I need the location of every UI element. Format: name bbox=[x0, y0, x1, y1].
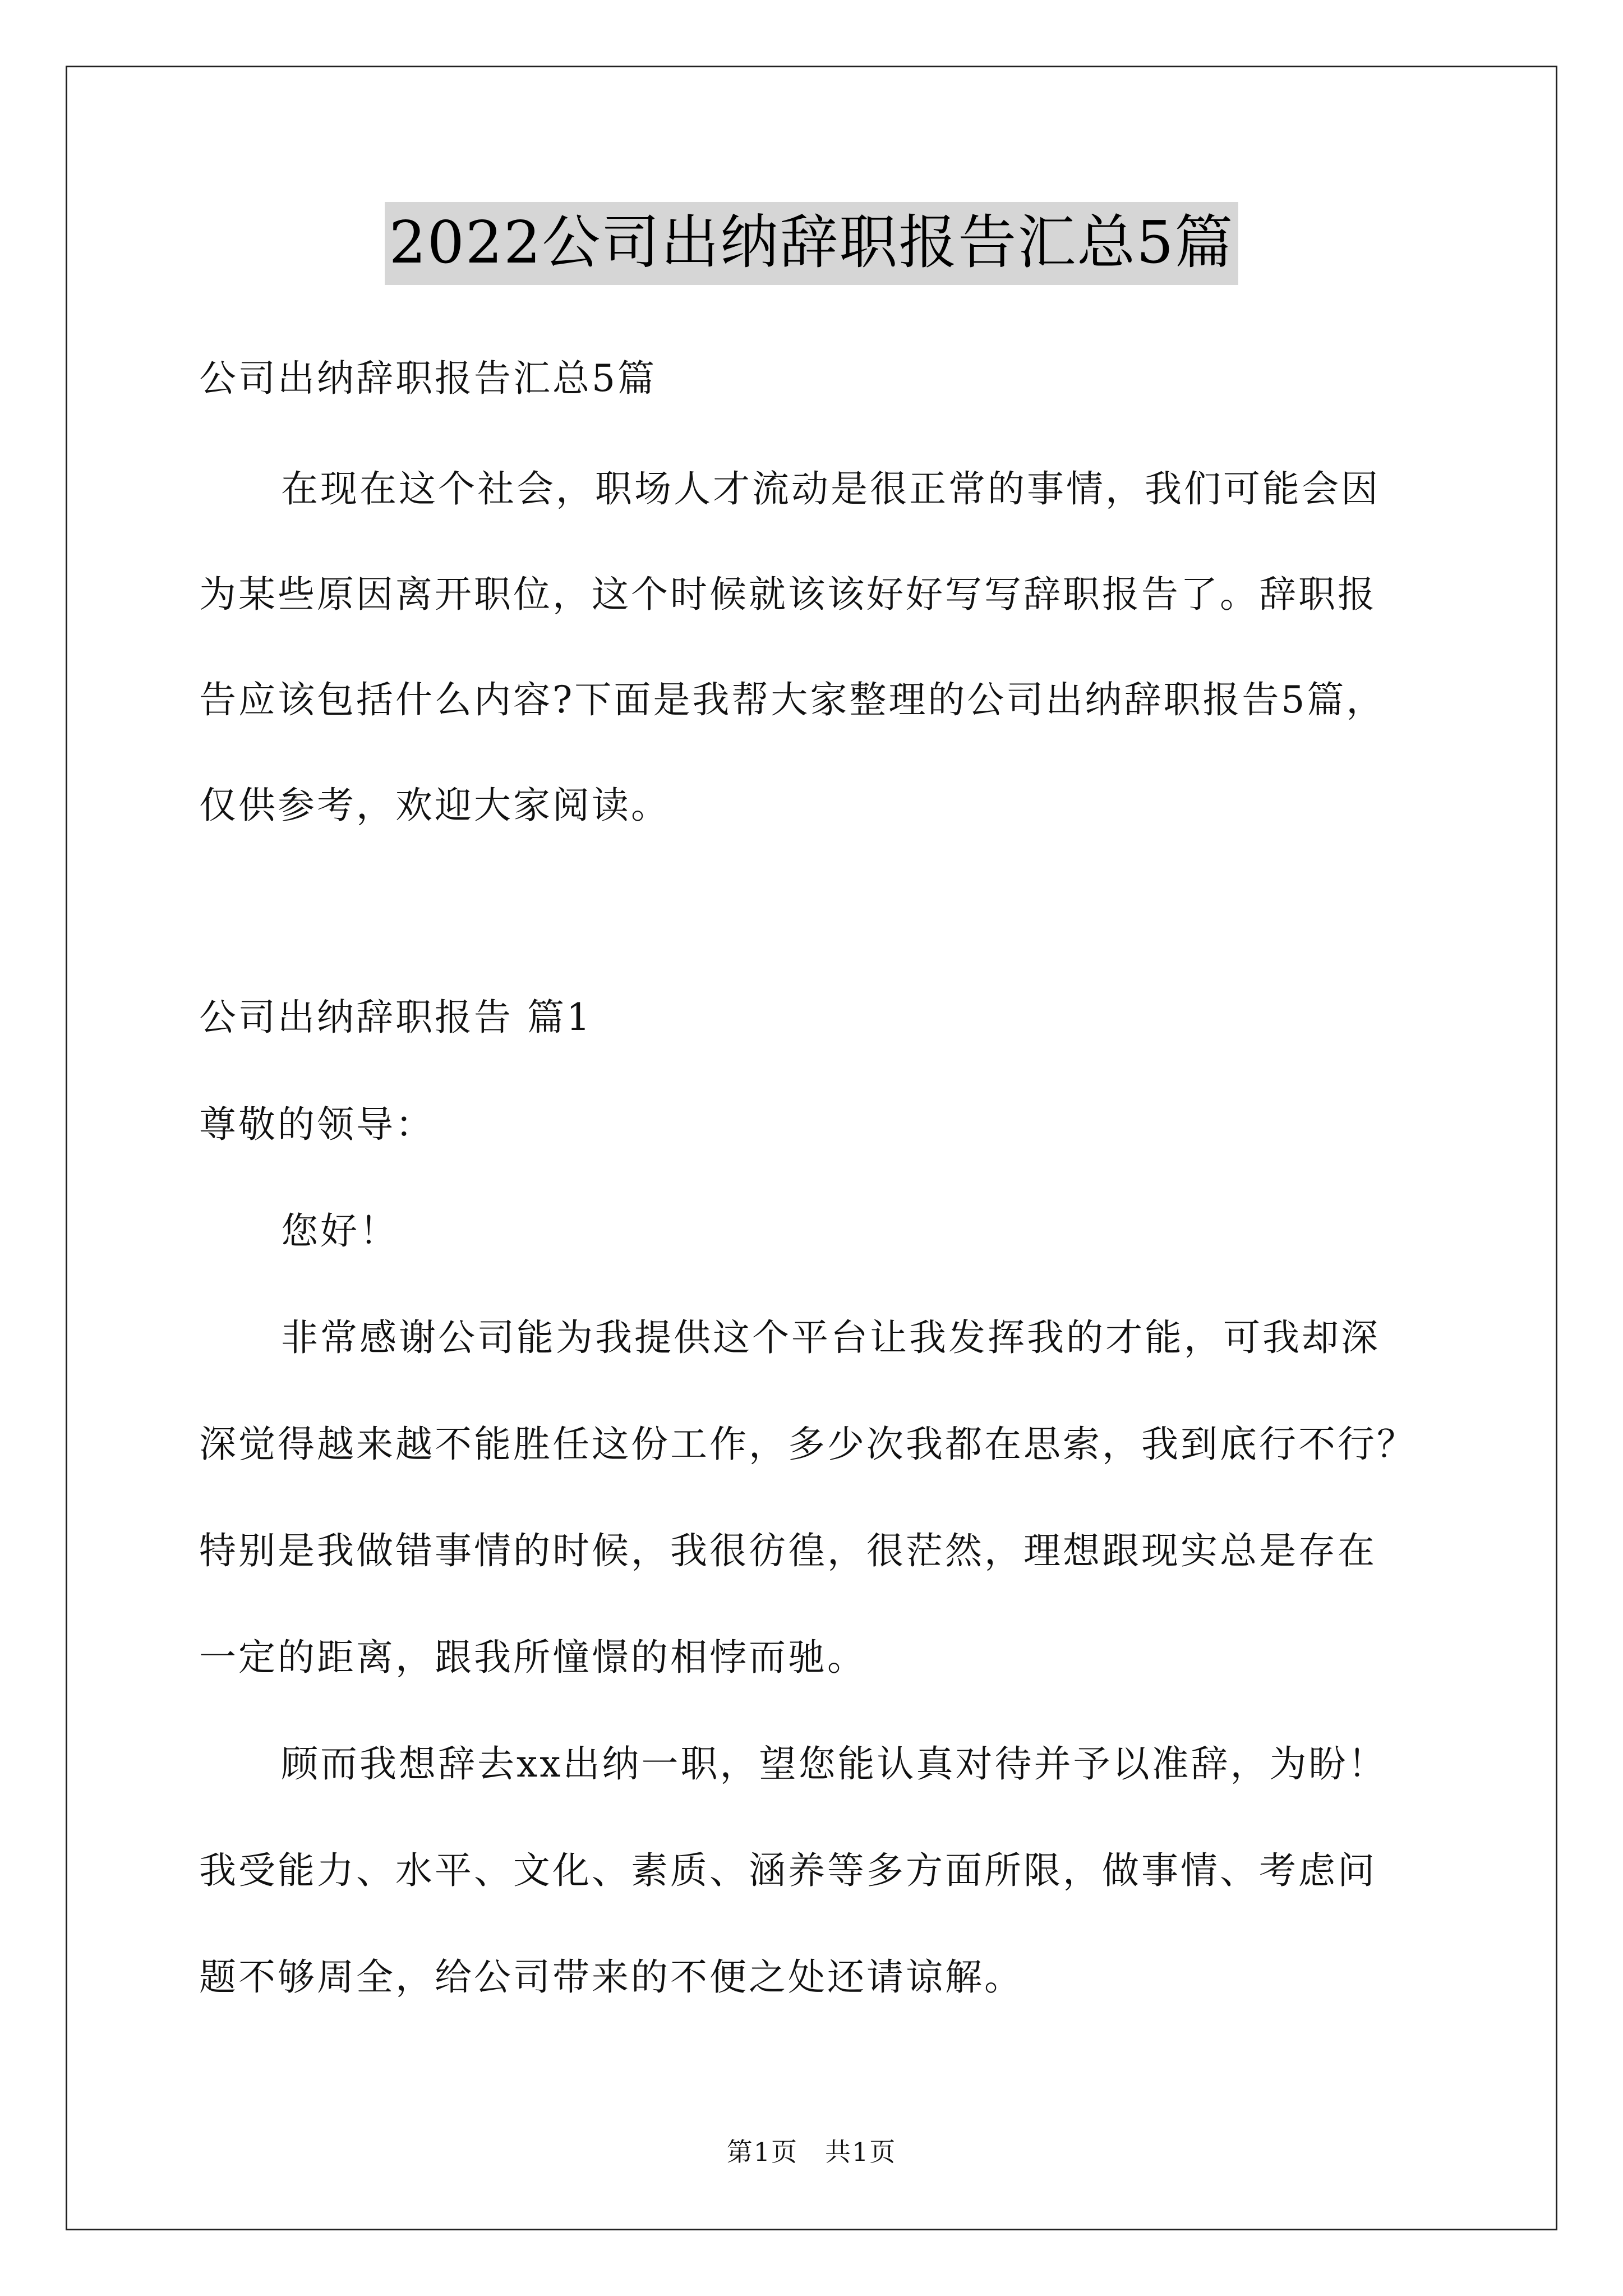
paragraph-line: 一定的距离，跟我所憧憬的相悖而驰。 bbox=[199, 1636, 866, 1679]
page-footer: 第1页 共1页 bbox=[726, 2137, 897, 2167]
paragraph-line: 告应该包括什么内容?下面是我帮大家整理的公司出纳辞职报告5篇， bbox=[199, 678, 1386, 721]
paragraph-line: 特别是我做错事情的时候，我很彷徨，很茫然，理想跟现实总是存在 bbox=[199, 1529, 1377, 1572]
document-title: 2022公司出纳辞职报告汇总5篇 bbox=[385, 202, 1239, 285]
paragraph-line: 我受能力、水平、文化、素质、涵养等多方面所限，做事情、考虑问 bbox=[199, 1849, 1377, 1892]
paragraph-line: 仅供参考，欢迎大家阅读。 bbox=[199, 784, 670, 827]
salutation-line: 尊敬的领导： bbox=[199, 1103, 435, 1146]
paragraph-line: 顾而我想辞去xx出纳一职，望您能认真对待并予以准辞，为盼！ bbox=[281, 1742, 1387, 1786]
paragraph-line: 在现在这个社会，职场人才流动是很正常的事情，我们可能会因 bbox=[281, 467, 1380, 510]
paragraph-line: 非常感谢公司能为我提供这个平台让我发挥我的才能，可我却深 bbox=[281, 1316, 1380, 1359]
paragraph-line: 深觉得越来越不能胜任这份工作，多少次我都在思索，我到底行不行？ bbox=[199, 1423, 1416, 1466]
subtitle-line: 公司出纳辞职报告汇总5篇 bbox=[199, 357, 657, 400]
paragraph-line: 为某些原因离开职位，这个时候就该该好好写写辞职报告了。辞职报 bbox=[199, 573, 1377, 616]
greeting-line: 您好！ bbox=[281, 1209, 399, 1253]
paragraph-line: 题不够周全，给公司带来的不便之处还请谅解。 bbox=[199, 1955, 1023, 1999]
title-container bbox=[0, 202, 1623, 285]
section-heading: 公司出纳辞职报告 篇1 bbox=[199, 996, 592, 1039]
